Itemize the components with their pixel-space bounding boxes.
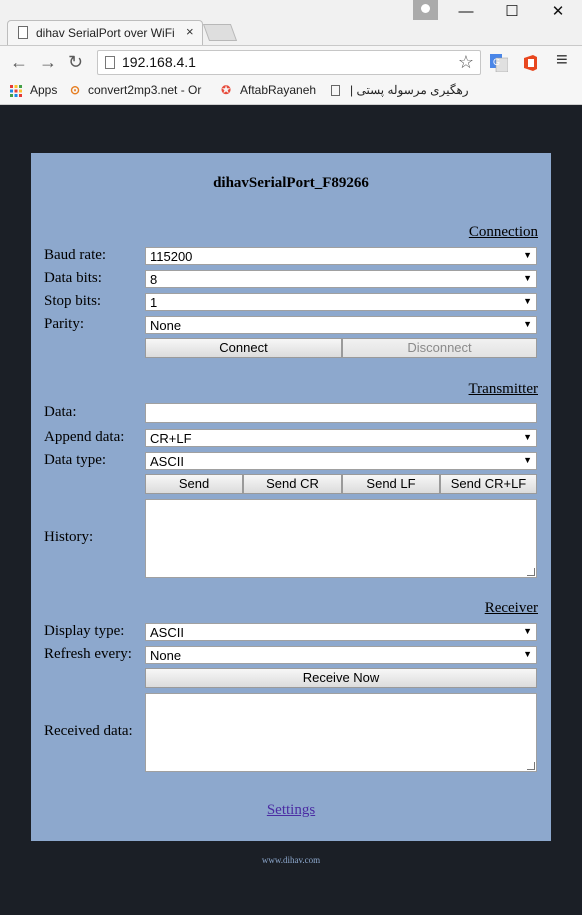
tab-title: dihav SerialPort over WiFi bbox=[36, 26, 175, 40]
data-input[interactable] bbox=[145, 403, 537, 423]
dropdown-arrow-icon: ▼ bbox=[523, 296, 532, 306]
send-crlf-button[interactable]: Send CR+LF bbox=[440, 474, 537, 494]
browser-toolbar bbox=[0, 45, 582, 79]
settings-link[interactable]: Settings bbox=[266, 802, 316, 818]
display-type-value: ASCII bbox=[150, 625, 184, 640]
browser-tab[interactable] bbox=[7, 20, 203, 45]
display-type-label: Display type: bbox=[44, 623, 125, 639]
bookmark-aftabrayaneh[interactable]: AftabRayaneh bbox=[240, 83, 317, 97]
parity-value: None bbox=[150, 318, 182, 333]
data-label: Data: bbox=[44, 404, 77, 420]
data-bits-label: Data bits: bbox=[44, 270, 102, 286]
google-translate-icon[interactable] bbox=[490, 54, 508, 72]
user-profile-button[interactable] bbox=[413, 0, 438, 20]
baud-rate-select[interactable] bbox=[145, 247, 537, 265]
append-data-label: Append data: bbox=[44, 429, 125, 445]
dropdown-arrow-icon: ▼ bbox=[523, 250, 532, 260]
apps-grid-icon bbox=[10, 85, 22, 97]
stop-bits-label: Stop bits: bbox=[44, 293, 102, 309]
refresh-every-select[interactable] bbox=[145, 646, 537, 664]
received-data-label: Received data: bbox=[44, 723, 133, 739]
browser-titlebar bbox=[0, 0, 582, 45]
url-text: 192.168.4.1 bbox=[122, 54, 196, 70]
serial-port-panel bbox=[31, 153, 551, 841]
new-tab-button[interactable] bbox=[203, 24, 237, 41]
bookmark-star-icon[interactable]: ☆ bbox=[457, 52, 474, 72]
append-data-select[interactable] bbox=[145, 429, 537, 447]
data-type-value: ASCII bbox=[150, 454, 184, 469]
back-icon[interactable]: ← bbox=[10, 52, 28, 72]
svg-text:G: G bbox=[493, 57, 501, 67]
bookmark-apps[interactable]: Apps bbox=[30, 83, 58, 97]
connect-button[interactable]: Connect bbox=[145, 338, 342, 358]
close-window-button[interactable]: ✕ bbox=[551, 3, 565, 20]
baud-rate-label: Baud rate: bbox=[44, 247, 107, 263]
reload-icon[interactable]: ↻ bbox=[68, 52, 84, 72]
dropdown-arrow-icon: ▼ bbox=[523, 319, 532, 329]
address-bar[interactable] bbox=[97, 50, 481, 75]
bookmark-convert2mp3[interactable]: convert2mp3.net - Or bbox=[88, 83, 202, 97]
convert-site-icon: ⊙ bbox=[70, 83, 81, 97]
send-cr-button[interactable]: Send CR bbox=[243, 474, 342, 494]
tab-close-icon[interactable]: × bbox=[186, 24, 194, 39]
send-lf-button[interactable]: Send LF bbox=[342, 474, 440, 494]
data-type-label: Data type: bbox=[44, 452, 107, 468]
forward-icon[interactable]: → bbox=[39, 52, 57, 72]
data-type-select[interactable] bbox=[145, 452, 537, 470]
baud-rate-value: 115200 bbox=[150, 249, 193, 264]
refresh-every-label: Refresh every: bbox=[44, 646, 132, 662]
display-type-select[interactable] bbox=[145, 623, 537, 641]
send-button[interactable]: Send bbox=[145, 474, 243, 494]
received-data-textarea[interactable] bbox=[145, 693, 537, 772]
connection-heading: Connection bbox=[468, 224, 538, 240]
minimize-button[interactable]: — bbox=[458, 3, 474, 20]
bookmarks-bar bbox=[0, 78, 582, 105]
maximize-button[interactable]: ☐ bbox=[505, 3, 519, 20]
dropdown-arrow-icon: ▼ bbox=[523, 273, 532, 283]
stop-bits-value: 1 bbox=[150, 295, 158, 310]
dropdown-arrow-icon: ▼ bbox=[523, 432, 532, 442]
page-info-icon[interactable] bbox=[105, 56, 115, 69]
data-bits-select[interactable] bbox=[145, 270, 537, 288]
data-bits-value: 8 bbox=[150, 272, 158, 287]
parity-select[interactable] bbox=[145, 316, 537, 334]
menu-icon[interactable]: ≡ bbox=[556, 49, 568, 71]
stop-bits-select[interactable] bbox=[145, 293, 537, 311]
disconnect-button[interactable]: Disconnect bbox=[342, 338, 537, 358]
page-title: dihavSerialPort_F89266 bbox=[213, 175, 369, 191]
history-label: History: bbox=[44, 529, 94, 545]
resize-grip-icon[interactable] bbox=[527, 762, 535, 770]
receiver-heading: Receiver bbox=[484, 600, 538, 616]
office-icon[interactable] bbox=[522, 54, 540, 72]
bookmark-post-tracking[interactable]: رهگیری مرسوله پستی | bbox=[350, 83, 469, 97]
page-bookmark-icon bbox=[331, 85, 340, 96]
dropdown-arrow-icon: ▼ bbox=[523, 649, 532, 659]
dropdown-arrow-icon: ▼ bbox=[523, 626, 532, 636]
user-icon bbox=[421, 4, 430, 13]
transmitter-heading: Transmitter bbox=[468, 381, 538, 397]
resize-grip-icon[interactable] bbox=[527, 568, 535, 576]
dropdown-arrow-icon: ▼ bbox=[523, 455, 532, 465]
append-data-value: CR+LF bbox=[150, 431, 192, 446]
refresh-every-value: None bbox=[150, 648, 182, 663]
page-icon bbox=[18, 26, 28, 39]
aftab-site-icon: ✪ bbox=[221, 83, 232, 97]
history-textarea[interactable] bbox=[145, 499, 537, 578]
footer-link[interactable]: www.dihav.com bbox=[261, 855, 321, 865]
parity-label: Parity: bbox=[44, 316, 84, 332]
receive-now-button[interactable]: Receive Now bbox=[145, 668, 537, 688]
